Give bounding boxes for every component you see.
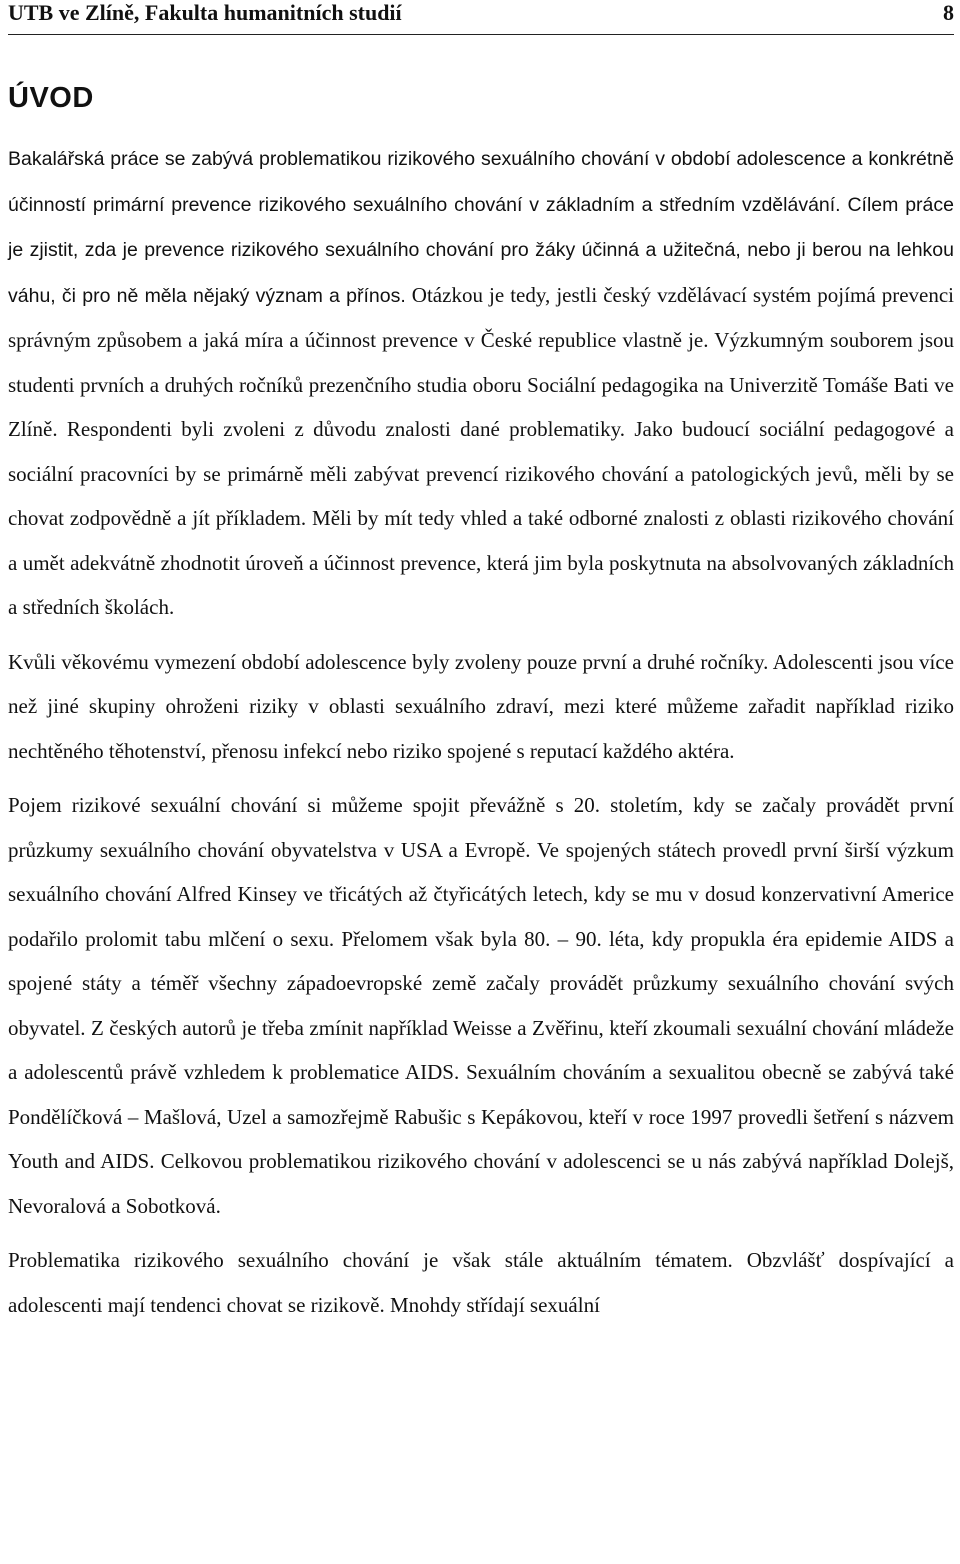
paragraph-1-serif-text: Otázkou je tedy, jestli český vzdělávací systém pojímá prevenci správným způsobem a jaká míra a účinnost prevence v České republice vlastně je. Výzkumným souborem jsou studenti prvních a druhých ročníků prezenčního studia oboru Sociální pedagogika na Univerzitě Tomáše Bati ve Zlíně. Respondenti byli zvoleni z důvodu znalosti dané problematiky. Jako budoucí sociální pedagogové a sociální pracovníci by se primárně měli zabývat prevencí rizikového chování a patologických jevů, měli by se chovat zodpovědně a jít příkladem. Měli by mít tedy vhled a také odborné znalosti z oblasti rizikového chování a umět adekvátně zhodnotit úroveň a účinnost prevence, která jim byla poskytnuta na absolvovaných základních a středních školách. bbox=[8, 282, 954, 619]
paragraph-1 bbox=[8, 136, 954, 630]
paragraph-1-sans-text: Bakalářská práce se zabývá problematikou rizikového sexuálního chování v období adolescence a konkrétně účinností primární prevence rizikového sexuálního chování v základním a středním vzdělávání. Cílem práce je zjistit, zda je prevence rizikového sexuálního chování pro žáky účinná a užitečná, nebo ji berou na lehkou váhu, či pro ně měla nějaký význam a přínos. bbox=[8, 148, 954, 307]
header-rule bbox=[8, 34, 954, 35]
paragraph-4: Problematika rizikového sexuálního chování je však stále aktuálním tématem. Obzvlášť dospívající a adolescenti mají tendenci chovat se rizikově. Mnohdy střídají sexuální bbox=[8, 1248, 954, 1317]
paragraph-2: Kvůli věkovému vymezení období adolescence byly zvoleny pouze první a druhé ročníky. Adolescenti jsou více než jiné skupiny ohroženi riziky v oblasti sexuálního zdraví, mezi které můžeme zařadit například riziko nechtěného těhotenství, přenosu infekcí nebo riziko spojené s reputací každého aktéra. bbox=[8, 649, 954, 763]
page-number: 8 bbox=[943, 0, 954, 25]
paragraph-3: Pojem rizikové sexuální chování si můžeme spojit převážně s 20. stoletím, kdy se začaly provádět první průzkumy sexuálního chování obyvatelstva v USA a Evropě. Ve spojených státech provedl první širší výzkum sexuálního chování Alfred Kinsey ve třicátých až čtyřicátých letech, kdy se mu v dosud konzervativní Americe podařilo prolomit tabu mlčení o sexu. Přelomem však byla 80. – 90. léta, kdy propukla éra epidemie AIDS a spojené státy a téměř všechny západoevropské země začaly provádět průzkumy sexuálního chování svých obyvatel. Z českých autorů je třeba zmínit například Weisse a Zvěřinu, kteří zkoumali sexuální chování mládeže a adolescentů právě vzhledem k problematice AIDS. Sexuálním chováním a sexualitou obecně se zabývá také Pondělíčková – Mašlová, Uzel a samozřejmě Rabušic s Kepákovou, kteří v roce 1997 provedli šetření s názvem Youth and AIDS. Celkovou problematikou rizikového chování v adolescenci se u nás zabývá například Dolejš, Nevoralová a Sobotková. bbox=[8, 793, 954, 1218]
section-heading: ÚVOD bbox=[8, 82, 94, 114]
header-title: UTB ve Zlíně, Fakulta humanitních studií bbox=[8, 0, 402, 25]
document-page bbox=[8, 0, 954, 1327]
page-header bbox=[8, 0, 954, 30]
